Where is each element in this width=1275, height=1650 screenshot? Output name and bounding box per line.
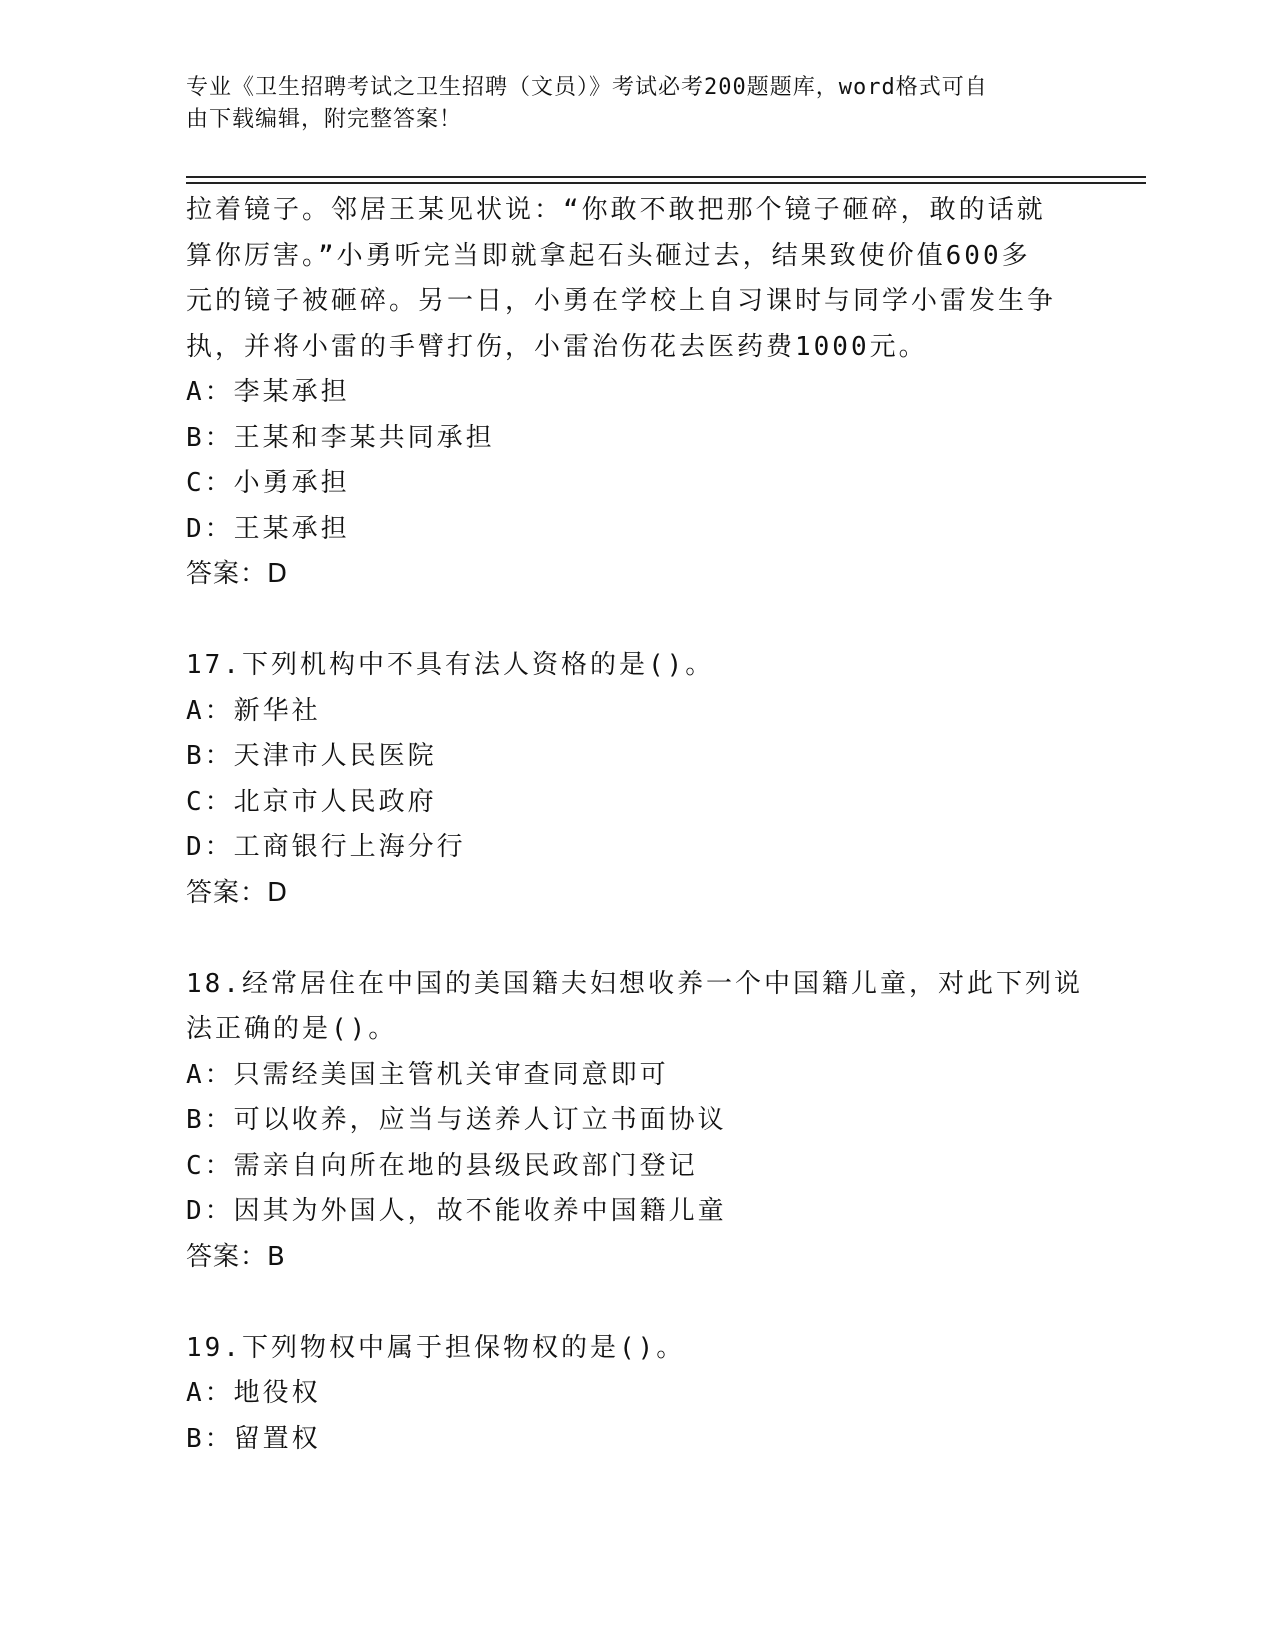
question-16-option-b: B：王某和李某共同承担 bbox=[186, 422, 495, 453]
header-divider-top bbox=[186, 176, 1146, 178]
question-18-option-b: B：可以收养，应当与送养人订立书面协议 bbox=[186, 1105, 727, 1135]
question-19-option-b: B：留置权 bbox=[186, 1423, 321, 1454]
header-title-line-1: 专业《卫生招聘考试之卫生招聘（文员）》考试必考200题题库，word格式可自 bbox=[186, 75, 988, 100]
question-18 bbox=[186, 962, 1086, 1281]
question-17-option-c: C：北京市人民政府 bbox=[186, 786, 437, 817]
header-title-line-2: 由下载编辑，附完整答案！ bbox=[186, 107, 463, 132]
spacer bbox=[186, 916, 1086, 962]
header-divider-bottom bbox=[186, 182, 1146, 184]
question-16-answer: 答案：D bbox=[186, 559, 289, 589]
question-19 bbox=[186, 1326, 1086, 1463]
question-19-text: 19.下列物权中属于担保物权的是()。 bbox=[186, 1332, 686, 1363]
question-16 bbox=[186, 188, 1086, 598]
question-19-option-a: A：地役权 bbox=[186, 1378, 321, 1408]
question-16-option-d: D：王某承担 bbox=[186, 513, 350, 544]
question-17-text: 17.下列机构中不具有法人资格的是()。 bbox=[186, 650, 715, 680]
question-16-option-a: A：李某承担 bbox=[186, 377, 350, 407]
question-18-option-c: C：需亲自向所在地的县级民政部门登记 bbox=[186, 1150, 698, 1181]
question-16-text-line-4: 执，并将小雷的手臂打伤，小雷治伤花去医药费1000元。 bbox=[186, 331, 928, 362]
question-18-option-a: A：只需经美国主管机关审查同意即可 bbox=[186, 1059, 669, 1090]
question-18-answer: 答案：B bbox=[186, 1241, 286, 1272]
question-18-text-line-2: 法正确的是()。 bbox=[186, 1014, 398, 1044]
question-18-option-d: D：因其为外国人，故不能收养中国籍儿童 bbox=[186, 1196, 727, 1226]
question-18-text-line-1: 18.经常居住在中国的美国籍夫妇想收养一个中国籍儿童，对此下列说 bbox=[186, 968, 1083, 999]
document-header bbox=[186, 72, 1066, 136]
question-16-text-line-3: 元的镜子被砸碎。另一日，小勇在学校上自习课时与同学小雷发生争 bbox=[186, 286, 1057, 316]
question-16-text-line-1: 拉着镜子。邻居王某见状说：“你敢不敢把那个镜子砸碎，敢的话就 bbox=[186, 195, 1046, 225]
question-17 bbox=[186, 643, 1086, 916]
question-17-answer: 答案：D bbox=[186, 877, 289, 908]
spacer bbox=[186, 598, 1086, 644]
question-list bbox=[186, 188, 1086, 1462]
question-16-text-line-2: 算你厉害。”小勇听完当即就拿起石头砸过去，结果致使价值600多 bbox=[186, 240, 1031, 271]
question-16-option-c: C：小勇承担 bbox=[186, 468, 350, 498]
question-17-option-b: B：天津市人民医院 bbox=[186, 741, 437, 771]
question-17-option-a: A：新华社 bbox=[186, 695, 321, 726]
spacer bbox=[186, 1280, 1086, 1326]
question-17-option-d: D：工商银行上海分行 bbox=[186, 832, 466, 862]
